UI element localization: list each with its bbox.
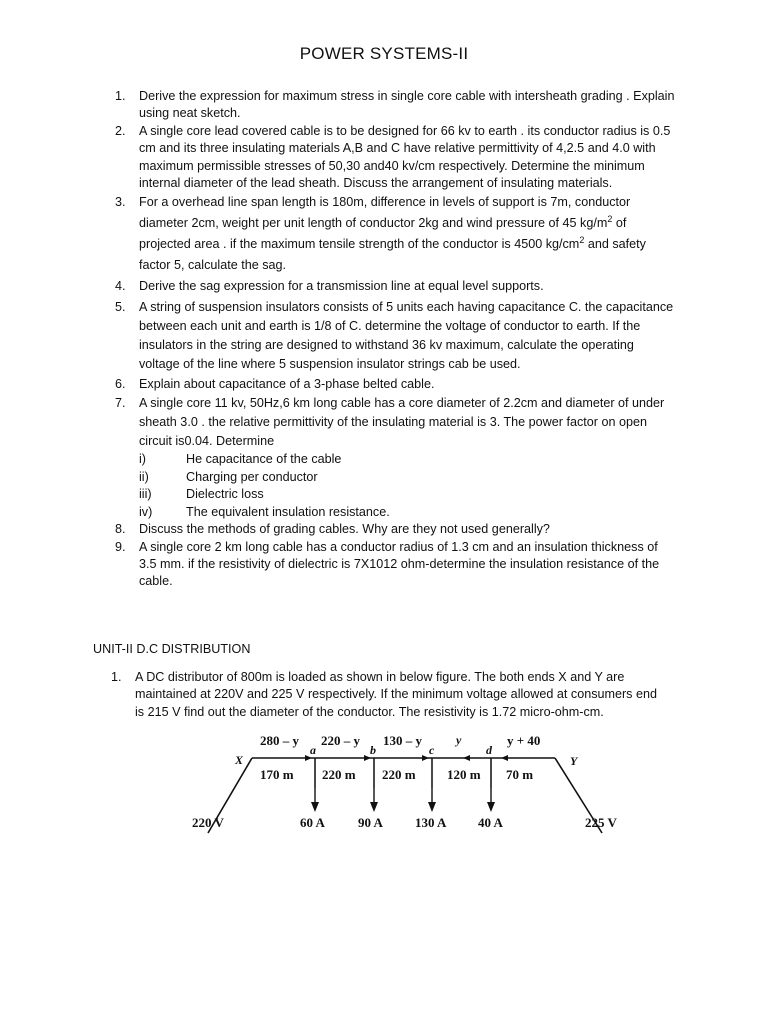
load-label: 60 A <box>300 815 325 830</box>
current-arrow <box>422 755 429 761</box>
node-label-d: d <box>486 743 492 757</box>
current-label: 280 – y <box>260 733 299 748</box>
node-label-c: c <box>429 743 435 757</box>
unit2-question-list <box>111 669 665 721</box>
question-8: 8. Discuss the methods of grading cables. Why are they not used generally? <box>115 522 550 537</box>
subpart: ii) Charging per conductor <box>139 469 318 484</box>
length-label: 120 m <box>447 767 481 782</box>
unit2-heading: UNIT-II D.C DISTRIBUTION <box>93 642 251 656</box>
subpart: iv) The equivalent insulation resistance. <box>139 504 390 519</box>
subpart: i) He capacitance of the cable <box>139 452 342 467</box>
length-label: 220 m <box>322 767 356 782</box>
question-1: 1. Derive the expression for maximum stress in single core cable with intersheath grading . Explain using neat sketch. <box>115 89 675 121</box>
question-4: 4. Derive the sag expression for a transmission line at equal level supports. <box>115 279 544 294</box>
length-label: 220 m <box>382 767 416 782</box>
current-label: 220 – y <box>321 733 360 748</box>
load-label: 90 A <box>358 815 383 830</box>
question-7-subparts <box>139 451 675 521</box>
question-7: 7. A single core 11 kv, 50Hz,6 km long cable has a core diameter of 2.2cm and diameter of under sheath 3.0 . the relative permittivity of the insulating material is 3. The power factor on open circuit is0.04. Determine i) He capacitance of the cable ii) Charging per conductor iii) Dielectric loss iv) The equivalent insulation resistance. <box>139 394 675 521</box>
end-label-y: Y <box>570 754 578 768</box>
page-title: POWER SYSTEMS-II <box>299 44 469 63</box>
load-label: 40 A <box>478 815 503 830</box>
node-label-a: a <box>310 743 316 757</box>
question-6: 6. Explain about capacitance of a 3-phase belted cable. <box>115 376 435 391</box>
voltage-left-label: 220 V <box>192 815 224 830</box>
question-9: 9. A single core 2 km long cable has a conductor radius of 1.3 cm and an insulation thickness of 3.5 mm. if the resistivity of dielectric is 7X1012 ohm-determine the insulation resistance of the cable. <box>115 539 660 589</box>
length-label: 70 m <box>506 767 534 782</box>
length-label: 170 m <box>260 767 294 782</box>
voltage-right-label: 225 V <box>585 815 617 830</box>
end-label-x: X <box>235 753 244 767</box>
node-label-b: b <box>370 743 376 757</box>
node-label-y: y <box>456 733 462 747</box>
question-3: 3. For a overhead line span length is 180m, difference in levels of support is 7m, conductor diameter 2cm, weight per unit length of conductor 2kg and wind pressure of 45 $kg/m^2$ of projected area . if the maximum tensile strength of the conductor is 4500 $kg/cm^2$ and safety factor 5, calculate the sag. <box>115 195 646 273</box>
question-5: 5. A string of suspension insulators consists of 5 units each having capacitance C. the capacitance between each unit and earth is 1/8 of C. determine the voltage of conductor to earth. If the insulators in the string are designed to withstand 36 kv maximum, calculate the operating voltage of the line where 5 suspension insulator strings cab be used. <box>115 299 674 372</box>
dc-distributor-diagram <box>190 728 630 838</box>
current-label: y + 40 <box>507 733 541 748</box>
current-arrow <box>463 755 470 761</box>
question-2: 2. A single core lead covered cable is to be designed for 66 kv to earth . its conductor radius is 0.5 cm and its three insulating materials A,B and C have relative permittivity of 4,2.5 and 4.0 with maximum permissible stresses of 50,30 and40 kv/cm respectively. Determine the minimum internal diameter of the lead sheath. Discuss the arrangement of insulating materials. <box>115 123 671 191</box>
current-label: 130 – y <box>383 733 422 748</box>
unit2-question-1: 1. A DC distributor of 800m is loaded as shown in below figure. The both ends X and Y are maintained at 220V and 225 V respectively. If the minimum voltage allowed at consumers end is 215 V find out the diameter of the conductor. The resistivity is 1.72 micro-ohm-cm. <box>111 670 657 719</box>
subpart: iii) Dielectric loss <box>139 487 264 502</box>
current-arrow <box>501 755 508 761</box>
load-label: 130 A <box>415 815 447 830</box>
unit1-question-list <box>115 88 675 591</box>
